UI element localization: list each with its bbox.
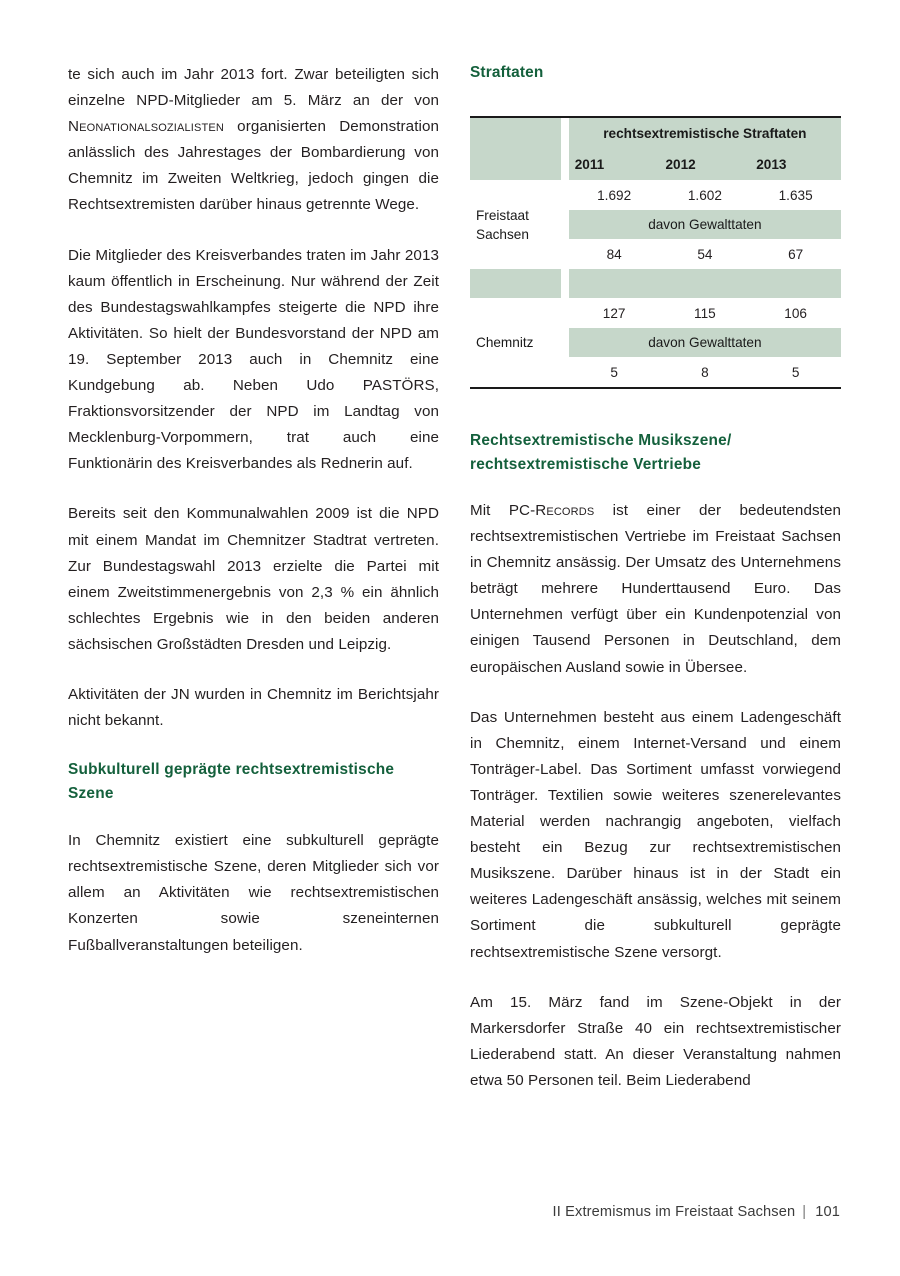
table-header-corner-cell [470, 117, 561, 149]
paragraph-ladengeschaeft: Das Unternehmen besteht aus einem Ladengeschäft in Chemnitz, einem Internet-Versand und einem Tonträger-Label. Das Sortiment umfasst vorwiegend Tonträger. Textilien sowie weiteres szenerelevantes Material werden nachrangig angeboten, vielfach besteht ein Bezug zur rechtsextremistischen Musikszene. Darüber hinaus ist in der Stadt ein weiteres Ladengeschäft ansässig, welches mit seinem Sortiment die subkulturell geprägte rechtsextremistische Szene versorgt. [470, 708, 841, 961]
table-gutter [561, 117, 569, 149]
paragraph-jn: Aktivitäten der JN wurden in Chemnitz im Berichtsjahr nicht bekannt. [68, 685, 439, 730]
paragraph-part: organisierten Demonstration anlässlich des Jahrestages der Bombardierung von Chemnitz im Zweiten Weltkrieg, jedoch gingen die Rechtsextremisten darüber hinaus getrennte Wege. [68, 118, 439, 214]
cell-sachsen-total-2013: 1.635 [750, 180, 841, 210]
table-subheader-chemnitz-gewalttaten: davon Gewalttaten [569, 328, 841, 357]
table-gutter [561, 328, 569, 357]
table-gutter [561, 239, 569, 269]
page-number: 101 [815, 1204, 840, 1220]
paragraph-subkulturelle-szene: In Chemnitz existiert eine subkulturell geprägte rechtsextremistische Szene, deren Mitglieder sich vor allem an Aktivitäten wie rechtsextremistischen Konzerten sowie szeneinternen Fußballveranstaltungen beteiligen. [68, 832, 439, 954]
table-year-2012: 2012 [660, 149, 751, 180]
table-separator-label-cell [470, 269, 561, 298]
table-separator-row [470, 269, 841, 298]
paragraph-kommunalwahlen: Bereits seit den Kommunalwahlen 2009 ist die NPD mit einem Mandat im Chemnitzer Stadtrat vertreten. Zur Bundestagswahl 2013 erzielte die Partei mit einem Zweitstimmenergebnis von 2,3 % ein ähnlich schlechtes Ergebnis wie in den beiden anderen sächsischen Großstädten Dresden und Leipzig. [68, 505, 439, 653]
table-gutter [561, 357, 569, 388]
paragraph-part: ist einer der bedeutendsten rechtsextremistischen Vertriebe im Freistaat Sachsen in Chemnitz ansässig. Der Umsatz des Unternehmens beträgt mehrere Hunderttausend Euro. Das Unternehmen verfügt über ein Kundenpotenzial von einigen Tausend Personen in Deutschland, dem europäischen Ausland sowie in Übersee. [470, 502, 841, 676]
paragraph-pc-records [470, 498, 841, 681]
footer-chapter-title: II Extremismus im Freistaat Sachsen [552, 1204, 796, 1220]
rowlabel-line1: Freistaat [476, 207, 529, 223]
cell-sachsen-total-2012: 1.602 [660, 180, 751, 210]
table-header-row-title [470, 117, 841, 149]
cell-chemnitz-violent-2011: 5 [569, 357, 660, 388]
smallcaps-term-neonationalsozialisten: Neonationalsozialisten [68, 118, 224, 136]
smallcaps-term-records: Records [535, 502, 595, 519]
straftaten-table [470, 116, 841, 389]
paragraph-kreisverband: Die Mitglieder des Kreisverbandes traten im Jahr 2013 kaum öffentlich in Erscheinung. Nur während der Zeit des Bundestagswahlkampfes steigerte die NPD ihre Aktivitäten. So hielt der Bundesvorstand der NPD am 19. September 2013 auch in Chemnitz eine Kundgebung ab. Neben Udo PASTÖRS, Fraktionsvorsitzender der NPD im Landtag von Mecklenburg-Vorpommern, trat auch eine Funktionärin des Kreisverbandes als Rednerin auf. [68, 246, 439, 473]
cell-chemnitz-violent-2013: 5 [750, 357, 841, 388]
cell-sachsen-violent-2012: 54 [660, 239, 751, 269]
page-footer [0, 1180, 900, 1276]
table-row [470, 180, 841, 210]
heading-straftaten: Straftaten [470, 64, 544, 81]
heading-line2: rechtsextremistische Vertriebe [470, 456, 702, 473]
footer-separator: | [802, 1204, 807, 1220]
cell-chemnitz-total-2013: 106 [750, 298, 841, 328]
table-year-2011: 2011 [569, 149, 660, 180]
cell-sachsen-total-2011: 1.692 [569, 180, 660, 210]
cell-sachsen-violent-2011: 84 [569, 239, 660, 269]
table-rowlabel-freistaat-sachsen [470, 180, 561, 269]
table-gutter [561, 298, 569, 328]
left-column [68, 62, 439, 959]
heading-subkulturell-gepraegte-szene: Subkulturell geprägte rechtsextremistische Szene [68, 761, 395, 803]
table-gutter [561, 149, 569, 180]
cell-chemnitz-violent-2012: 8 [660, 357, 751, 388]
footer-text [553, 1204, 840, 1220]
table-header-span-label: rechtsextremistische Straftaten [569, 117, 841, 149]
table-header-corner-cell-2 [470, 149, 561, 180]
cell-chemnitz-total-2012: 115 [660, 298, 751, 328]
table-gutter [561, 210, 569, 239]
table-row [470, 298, 841, 328]
table-gutter [561, 180, 569, 210]
table-header-row-years [470, 149, 841, 180]
paragraph-liederabend: Am 15. März fand im Szene-Objekt in der Markersdorfer Straße 40 ein rechtsextremistischer Liederabend statt. An dieser Veranstaltung nahmen etwa 50 Personen teil. Beim Liederabend [470, 993, 841, 1089]
cell-chemnitz-total-2011: 127 [569, 298, 660, 328]
table-separator-data-cell [569, 269, 841, 298]
rowlabel-line1: Chemnitz [476, 335, 534, 350]
right-column [470, 62, 841, 1094]
table-rowlabel-chemnitz [470, 298, 561, 388]
paragraph-continuation [68, 62, 439, 219]
paragraph-part: Mit PC- [470, 502, 536, 519]
heading-musikszene-vertriebe [470, 429, 841, 477]
paragraph-part: te sich auch im Jahr 2013 fort. Zwar beteiligten sich einzelne NPD-Mitglieder am 5. März an der von [68, 66, 439, 110]
rowlabel-line2: Sachsen [476, 226, 529, 242]
table-subheader-sachsen-gewalttaten: davon Gewalttaten [569, 210, 841, 239]
table-gutter [561, 269, 569, 298]
table-year-2013: 2013 [750, 149, 841, 180]
heading-line1: Rechtsextremistische Musikszene/ [470, 432, 732, 449]
cell-sachsen-violent-2013: 67 [750, 239, 841, 269]
